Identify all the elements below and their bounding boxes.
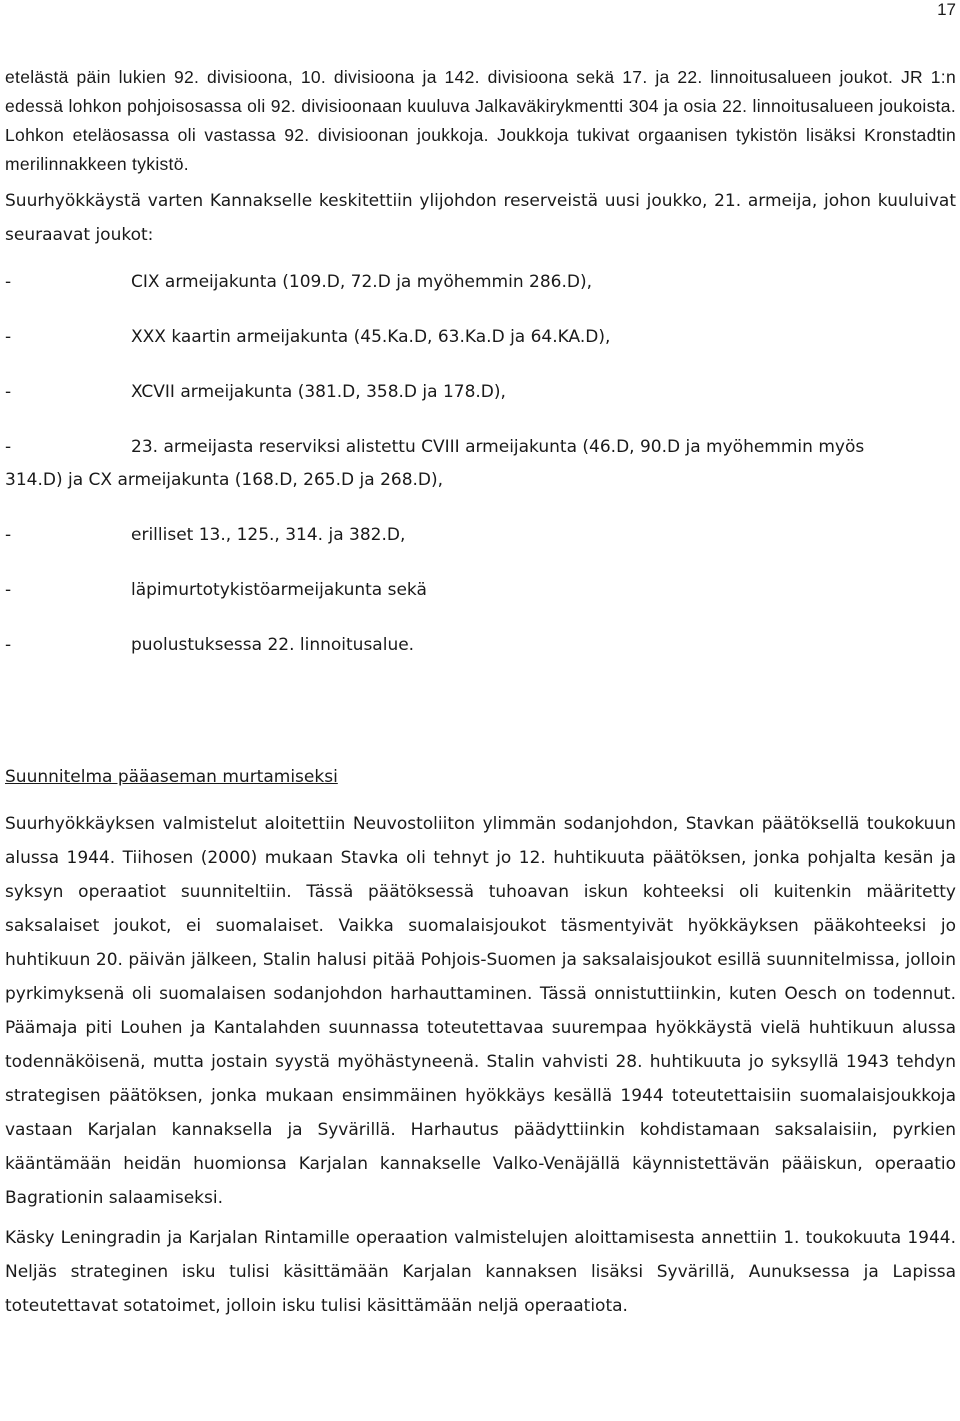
list-bullet-dash: -	[5, 327, 12, 347]
list-item-text: CIX armeijakunta (109.D, 72.D ja myöhemmin 286.D),	[131, 272, 592, 292]
list-item	[5, 266, 956, 299]
reserve-paragraph: Suurhyökkäystä varten Kannakselle keskitettiin ylijohdon reserveistä uusi joukko, 21. armeija, johon kuuluivat seuraavat joukot:	[5, 191, 956, 245]
list-item-text: puolustuksessa 22. linnoitusalue.	[131, 635, 415, 655]
document-body	[5, 63, 956, 1323]
list-bullet-dash: -	[5, 382, 12, 402]
list-item-continuation: 314.D) ja CX armeijakunta (168.D, 265.D ja 268.D),	[5, 470, 444, 490]
list-bullet-dash: -	[5, 272, 12, 292]
list-item-text: XXX kaartin armeijakunta (45.Ka.D, 63.Ka.D ja 64.KA.D),	[131, 327, 611, 347]
list-bullet-dash: -	[5, 580, 12, 600]
list-item-text: erilliset 13., 125., 314. ja 382.D,	[131, 525, 406, 545]
list-item	[5, 574, 956, 607]
list-bullet-dash: -	[5, 525, 12, 545]
unit-list	[5, 266, 956, 662]
list-item	[5, 519, 956, 552]
section-heading: Suunnitelma pääaseman murtamiseksi	[5, 767, 338, 787]
list-item	[5, 431, 956, 497]
page-number: 17	[937, 0, 956, 19]
plan-paragraph: Suurhyökkäyksen valmistelut aloitettiin Neuvostoliiton ylimmän sodanjohdon, Stavkan päätöksellä toukokuun alussa 1944. Tiihosen (2000) mukaan Stavka oli tehnyt jo 12. huhtikuuta päätöksen, jonka pohjalta kesän ja syksyn operaatiot suunniteltiin. Tässä päätöksessä tuhoavan iskun kohteeksi oli kuitenkin määritetty saksalaiset joukot, ei suomalaiset. Vaikka suomalaisjoukot täsmentyivät hyökkäyksen pääkohteeksi jo huhtikuun 20. päivän jälkeen, Stalin halusi pitää Pohjois-Suomen ja saksalaisjoukot esillä suunnitelmissa, jolloin pyrkimyksenä oli suomalaisen sodanjohdon harhauttaminen. Tässä onnistuttiinkin, kuten Oesch on todennut. Päämaja piti Louhen ja Kantalahden suunnassa toteutettavaa suurempaa hyökkäystä vielä huhtikuun alussa todennäköisenä, mutta jostain syystä myöhästyneenä. Stalin vahvisti 28. huhtikuuta jo syksyllä 1943 tehdyn strategisen päätöksen, jonka mukaan ensimmäinen hyökkäys kesällä 1944 toteutettaisiin suomalaisjoukkoja vastaan Karjalan kannaksella ja Syvärillä. Harhautus päädyttiinkin kohdistamaan saksalaisiin, pyrkien kääntämään heidän huomionsa Karjalan kannakselle Valko-Venäjällä käynnistettävän pääiskun, operaatio Bagrationin salaamiseksi.	[5, 813, 956, 1208]
list-item-text: läpimurtotykistöarmeijakunta sekä	[131, 580, 427, 600]
list-item	[5, 376, 956, 409]
list-bullet-dash: -	[5, 437, 12, 457]
list-item-text: 23. armeijasta reserviksi alistettu CVIII armeijakunta (46.D, 90.D ja myöhemmin myös	[131, 437, 865, 457]
list-item	[5, 629, 956, 662]
order-paragraph: Käsky Leningradin ja Karjalan Rintamille operaation valmistelujen aloittamisesta annettiin 1. toukokuuta 1944. Neljäs strateginen isku tulisi käsittämään Karjalan kannaksen lisäksi Syvärillä, Aunuksessa ja Lapissa toteutettavat sotatoimet, jolloin isku tulisi käsittämään neljä operaatiota.	[5, 1227, 956, 1316]
intro-paragraph: etelästä päin lukien 92. divisioona, 10. divisioona ja 142. divisioona sekä 17. ja 22. linnoitusalueen joukot. JR 1:n edessä lohkon pohjoisosassa oli 92. divisioonaan kuuluva Jalkaväkirykmentti 304 ja osia 22. linnoitusalueen joukoista. Lohkon eteläosassa oli vastassa 92. divisioonan joukkoja. Joukkoja tukivat orgaanisen tykistön lisäksi Kronstadtin merilinnakkeen tykistö.	[5, 67, 956, 174]
list-item-text: XCVII armeijakunta (381.D, 358.D ja 178.D),	[131, 382, 506, 402]
list-bullet-dash: -	[5, 635, 12, 655]
list-item	[5, 321, 956, 354]
